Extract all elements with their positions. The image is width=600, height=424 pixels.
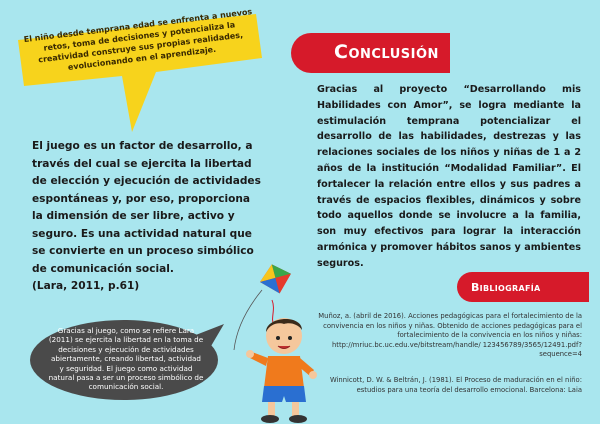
main-quote-citation: (Lara, 2011, p.61) [32, 280, 140, 292]
kite [256, 262, 295, 297]
yellow-banner-text: El niño desde temprana edad se enfrenta a nuevos retos, toma de decisiones y potencializa la creatividad construye sus propias realidades, evolucionando en el aprendizaje. [23, 7, 253, 72]
bibliography-entry: Winnicott, D. W. & Beltrán, J. (1981). El Proceso de maduración en el niño: estudios para una teoría del desarrollo emocional. Barcelona: Laia [329, 376, 582, 394]
conclusion-body: Gracias al proyecto “Desarrollando mis Habilidades con Amor”, se logra mediante la estimulación temprana potencializar el desarrollo de las habilidades, destrezas y las relaciones sociales de los niños y niñas de 1 a 2 años de la institución “Modalidad Familiar”. El fortalecer la relación entre ellos y sus padres a través de espacios flexibles, dinámicos y sobre todo aquellos donde se involucre a la familia, son muy efectivos para lograr la interacción armónica y promover hábitos sanos y ambientes seguros. [317, 84, 581, 269]
main-quote-text: El juego es un factor de desarrollo, a través del cual se ejercita la libertad de elección y ejecución de actividades espontáneas y, por eso, proporciona la dimensión de ser libre, activo y seguro. Es una actividad natural que se convierte en un proceso simbólico de comunicación social. [32, 140, 261, 275]
yellow-speech-banner [14, 7, 264, 78]
conclusion-title: Conclusión [334, 41, 439, 63]
grey-speech-bubble [28, 318, 224, 406]
boy-with-kite-icon [224, 262, 334, 424]
bibliography-entry: Muñoz, a. (abril de 2016). Acciones pedagógicas para el fortalecimiento de la convivencia en los niños y niñas. Obtenido de acciones pedagógicas para el fortalecimiento de la convivencia en los niños y niñas: http://mriuc.bc.uc.edu.ve/bitstream/handle/ 123456789/3565/12491.pdf?sequence=4 [318, 312, 582, 359]
bibliography-title: Bibliografía [471, 281, 541, 294]
bibliography-header [455, 270, 589, 304]
conclusion-header [290, 32, 450, 74]
grey-bubble-text: Gracias al juego, como se refiere Lara (2011) se ejercita la libertad en la toma de decisiones y ejecución de actividades abiertamente, creando libertad, actividad y seguridad. El juego como actividad natural pasa a ser un proceso simbólico de comunicación social. [48, 326, 204, 392]
